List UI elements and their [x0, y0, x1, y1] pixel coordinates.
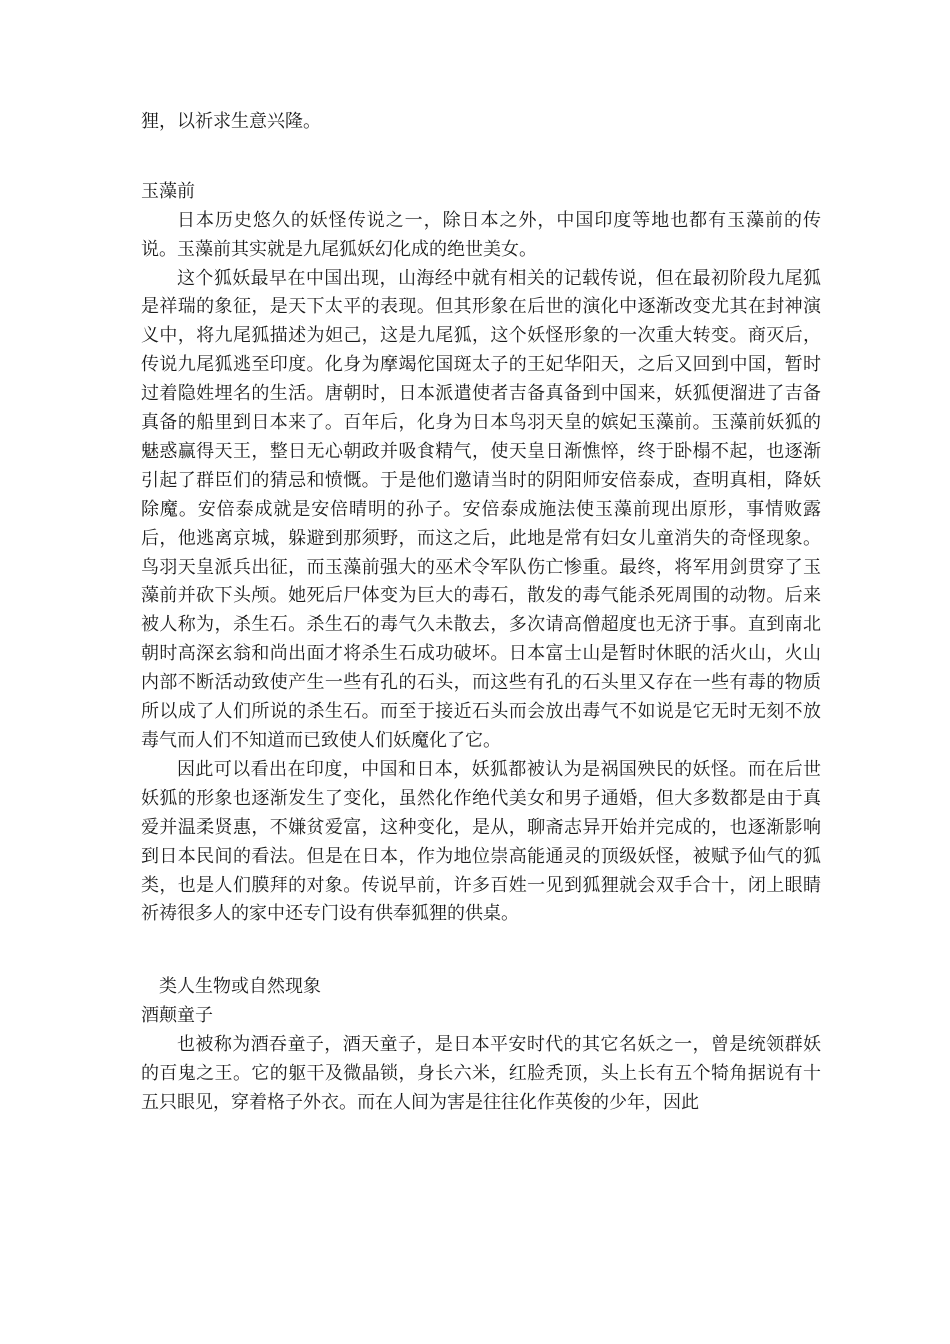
paragraph: 也被称为酒吞童子，酒天童子，是日本平安时代的其它名妖之一，曾是统领群妖的百鬼之王。它的躯干及微晶锁，身长六米，红脸秃顶，头上长有五个犄角据说有十五只眼见，穿着格子外衣。而在人间为害是往往化作英俊的少年，因此	[141, 1034, 821, 1113]
section-category: 类人生物或自然现象	[159, 976, 321, 998]
section-title-tamamo: 玉藻前	[141, 180, 195, 202]
paragraph: 因此可以看出在印度，中国和日本，妖狐都被认为是祸国殃民的妖怪。而在后世妖狐的形象也逐渐发生了变化，虽然化作绝代美女和男子通婚，但大多数都是由于真爱并温柔贤惠，不嫌贫爱富，这种变化，是从，聊斋志异开始并完成的，也逐渐影响到日本民间的看法。但是在日本，作为地位崇高能通灵的顶级妖怪，被赋予仙气的狐类，也是人们膜拜的对象。传说早前，许多百姓一见到狐狸就会双手合十，闭上眼睛祈祷很多人的家中还专门设有供奉狐狸的供桌。	[141, 758, 821, 925]
section-title-shuten: 酒颠童子	[141, 1005, 213, 1027]
continued-paragraph: 狸，以祈求生意兴隆。	[141, 111, 321, 132]
paragraph: 这个狐妖最早在中国出现，山海经中就有相关的记载传说，但在最初阶段九尾狐是祥瑞的象征，是天下太平的表现。但其形象在后世的演化中逐渐改变尤其在封神演义中，将九尾狐描述为妲己，这是九尾狐，这个妖怪形象的一次重大转变。商灭后，传说九尾狐逃至印度。化身为摩竭佗国斑太子的王妃华阳天，之后又回到中国，暂时过着隐姓埋名的生活。唐朝时，日本派遣使者吉备真备到中国来，妖狐便溜进了吉备真备的船里到日本来了。百年后，化身为日本鸟羽天皇的嫔妃玉藻前。玉藻前妖狐的魅惑赢得天王，整日无心朝政并吸食精气，使天皇日渐憔悴，终于卧榻不起，也逐渐引起了群臣们的猜忌和愤慨。于是他们邀请当时的阴阳师安倍泰成，查明真相，降妖除魔。安倍泰成就是安倍晴明的孙子。安倍泰成施法使玉藻前现出原形，事情败露后，他逃离京城，躲避到那须野，而这之后，此地是常有妇女儿童消失的奇怪现象。鸟羽天皇派兵出征，而玉藻前强大的巫术令军队伤亡惨重。最终，将军用剑贯穿了玉藻前并砍下头颅。她死后尸体变为巨大的毒石，散发的毒气能杀死周围的动物。后来被人称为，杀生石。杀生石的毒气久未散去，多次请高僧超度也无济于事。直到南北朝时高深玄翁和尚出面才将杀生石成功破坏。日本富士山是暂时休眠的活火山，火山内部不断活动致使产生一些有孔的石头，而这些有孔的石头里又存在一些有毒的物质所以成了人们所说的杀生石。而至于接近石头而会放出毒气不如说是它无时无刻不放毒气而人们不知道而已致使人们妖魔化了它。	[141, 267, 821, 752]
spacer	[141, 166, 821, 178]
paragraph: 日本历史悠久的妖怪传说之一，除日本之外，中国印度等地也都有玉藻前的传说。玉藻前其实就是九尾狐妖幻化成的绝世美女。	[141, 209, 821, 260]
spacer	[141, 929, 821, 973]
document-body	[141, 108, 821, 1118]
spacer	[141, 137, 821, 166]
